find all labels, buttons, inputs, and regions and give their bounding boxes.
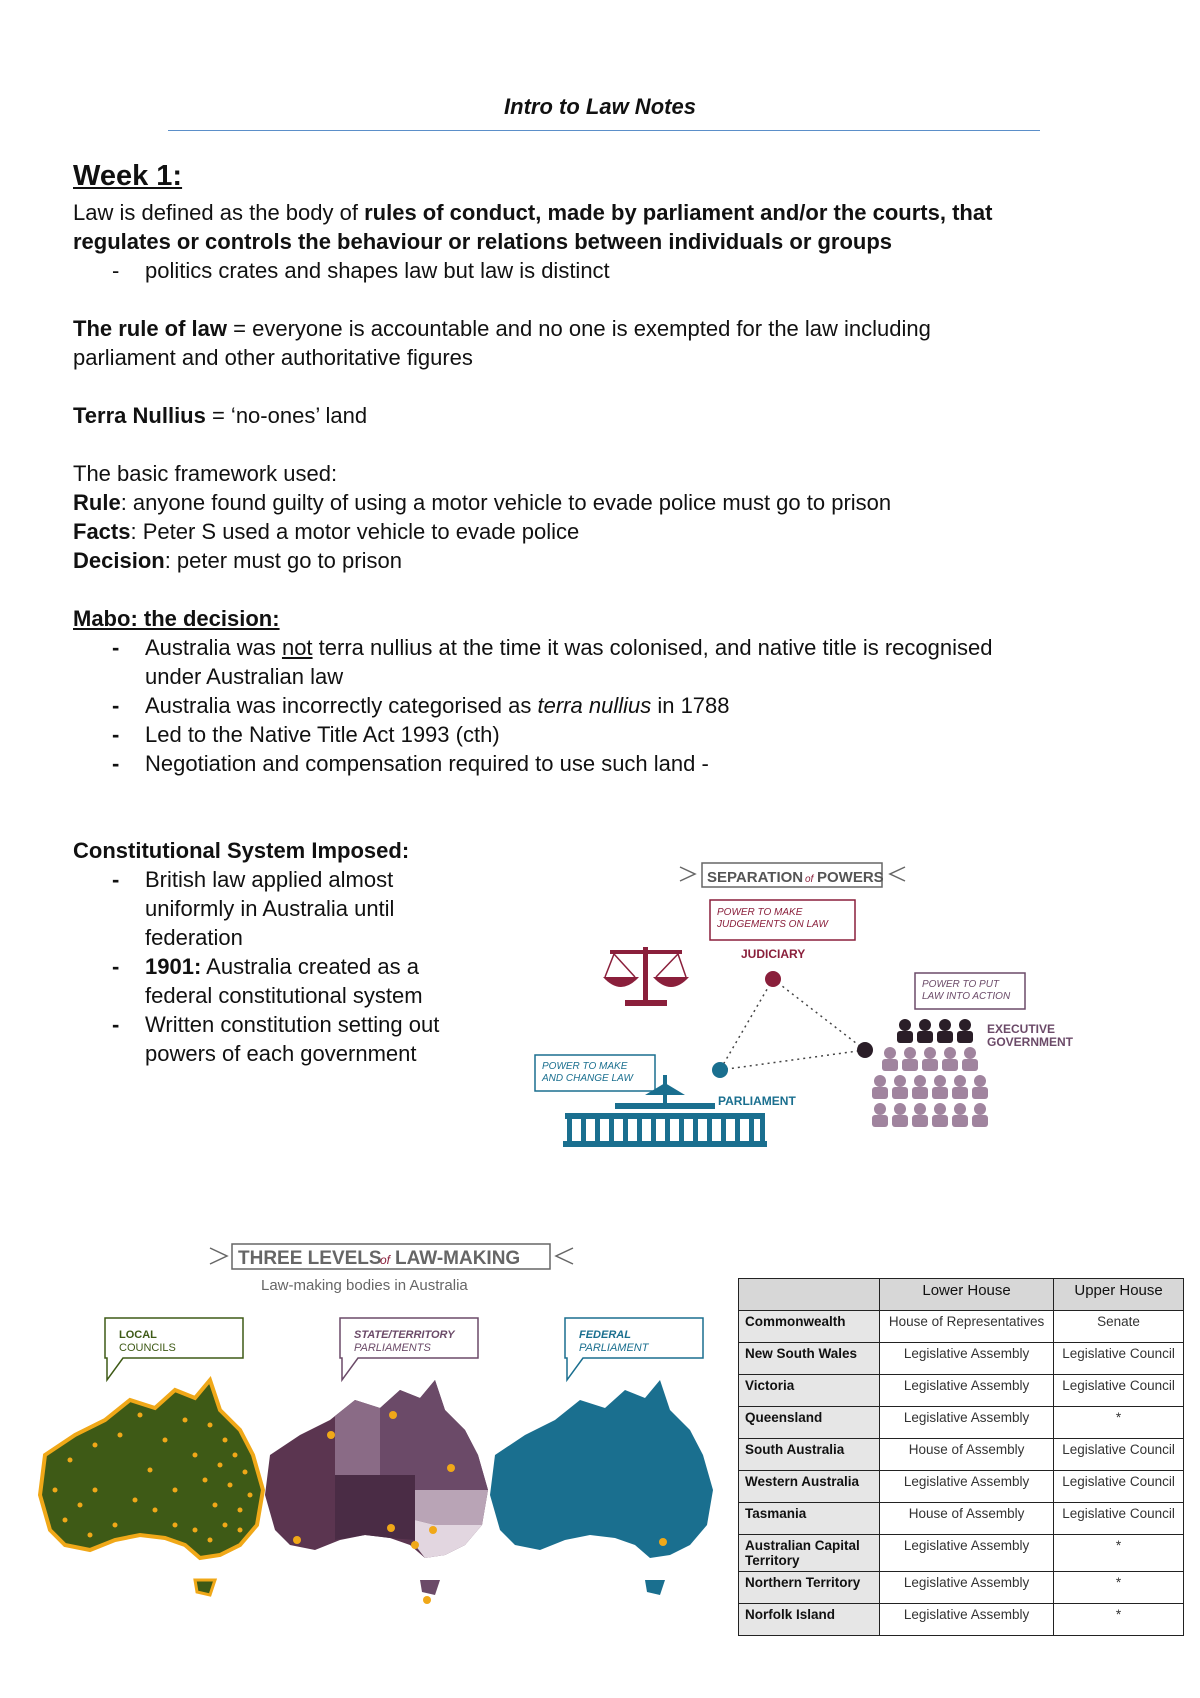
state-label-2: PARLIAMENTS: [354, 1342, 431, 1354]
table-cell-upper-house: *: [1054, 1535, 1184, 1572]
table-cell-upper-house: Legislative Council: [1054, 1375, 1184, 1407]
table-row: [739, 1375, 1184, 1407]
mabo-b2-pre: Australia was incorrectly categorised as: [145, 693, 538, 718]
table-cell-lower-house: Legislative Assembly: [880, 1375, 1054, 1407]
link-judiciary-executive: [773, 979, 865, 1050]
constitution-b2-line-1: Australia created as a: [201, 954, 419, 979]
table-row: [739, 1407, 1184, 1439]
federal-parliament-callout: [565, 1318, 703, 1380]
executive-label-2: GOVERNMENT: [987, 1035, 1074, 1049]
table-cell-jurisdiction: New South Wales: [739, 1343, 880, 1375]
constitution-b2-bold: 1901:: [145, 954, 202, 979]
framework-rule: [73, 488, 891, 517]
mabo-b1-not: not: [281, 635, 313, 660]
table-cell-jurisdiction: Tasmania: [739, 1503, 880, 1535]
parliament-power-1: POWER TO MAKE: [542, 1061, 628, 1072]
definition-line-1: [73, 198, 992, 227]
judiciary-label: JUDICIARY: [741, 947, 806, 961]
constitution-b3-line-1: Written constitution setting out: [145, 1012, 440, 1037]
definition-bullet-text: politics crates and shapes law but law is distinct: [145, 258, 610, 283]
table-cell-jurisdiction: South Australia: [739, 1439, 880, 1471]
table-header: Upper House: [1054, 1279, 1184, 1311]
constitution-b1-line-3: federation: [145, 925, 243, 950]
framework-facts: [73, 517, 579, 546]
table-row: [739, 1572, 1184, 1604]
table-header-row: [739, 1279, 1184, 1311]
table-cell-lower-house: Legislative Assembly: [880, 1604, 1054, 1636]
mabo-bullet-2: - Australia was incorrectly categorised as terra nullius in 1788: [112, 693, 730, 718]
table-cell-lower-house: Legislative Assembly: [880, 1572, 1054, 1604]
framework-decision: [73, 546, 402, 575]
executive-power-1: POWER TO PUT: [922, 979, 1000, 990]
framework-decision-text: : peter must go to prison: [164, 548, 402, 573]
mabo-b3-text: Led to the Native Title Act 1993 (cth): [145, 722, 500, 747]
table-cell-jurisdiction: Norfolk Island: [739, 1604, 880, 1636]
sep-title-end: POWERS: [817, 869, 884, 886]
table-cell-upper-house: *: [1054, 1407, 1184, 1439]
table-cell-upper-house: Legislative Council: [1054, 1343, 1184, 1375]
mabo-b1-post: terra nullius at the time it was colonised, and native title is recognised: [312, 635, 993, 660]
title-chevron-right: [890, 867, 905, 881]
local-label-1: LOCAL: [119, 1329, 157, 1341]
constitution-bullet-1: - British law applied almost uniformly in Australia until federation: [112, 867, 395, 950]
rule-of-law-text: = everyone is accountable and no one is exempted for the law including: [227, 316, 931, 341]
table-cell-upper-house: Senate: [1054, 1311, 1184, 1343]
scales-icon: [603, 947, 689, 1006]
table-row: [739, 1439, 1184, 1471]
mabo-heading: Mabo: the decision:: [73, 606, 280, 631]
table-row: [739, 1503, 1184, 1535]
levels-title-b: LAW-MAKING: [395, 1248, 521, 1269]
link-judiciary-parliament: [720, 979, 773, 1070]
terra-nullius-line: [73, 401, 367, 430]
separation-of-powers-infographic: [515, 855, 1074, 1150]
constitution-b2-line-2: federal constitutional system: [145, 983, 423, 1008]
rule-of-law-line-2: parliament and other authoritative figures: [73, 345, 473, 370]
state-parliaments-map: [265, 1380, 488, 1604]
levels-title-chevron-left: [210, 1248, 227, 1264]
canberra-dot: [659, 1538, 667, 1546]
table-cell-upper-house: Legislative Council: [1054, 1503, 1184, 1535]
federal-parliament-map: [490, 1380, 713, 1595]
title-chevron-left: [680, 867, 695, 881]
table-cell-lower-house: House of Assembly: [880, 1503, 1054, 1535]
table-row: [739, 1535, 1184, 1572]
parliament-label: PARLIAMENT: [718, 1094, 796, 1108]
title-divider: [168, 130, 1040, 131]
sep-title-main: SEPARATION: [707, 869, 804, 886]
framework-rule-text: : anyone found guilty of using a motor vehicle to evade police must go to prison: [120, 490, 892, 515]
framework-facts-label: Facts: [73, 519, 131, 544]
terra-nullius-label: Terra Nullius: [73, 403, 206, 428]
table-row: [739, 1311, 1184, 1343]
levels-title-a: THREE LEVELS: [238, 1248, 382, 1269]
framework-decision-label: Decision: [73, 548, 165, 573]
executive-dot: [857, 1042, 873, 1058]
definition-line-2: regulates or controls the behaviour or relations between individuals or groups: [73, 229, 893, 254]
framework-rule-label: Rule: [73, 490, 121, 515]
local-councils-map: [40, 1380, 263, 1595]
table-row: [739, 1343, 1184, 1375]
federal-label-1: FEDERAL: [579, 1329, 631, 1341]
definition-bullet: - politics crates and shapes law but law is distinct: [112, 258, 610, 283]
judiciary-dot: [765, 971, 781, 987]
levels-title-chevron-right: [556, 1248, 573, 1264]
table-cell-jurisdiction: Commonwealth: [739, 1311, 880, 1343]
mabo-b2-post: in 1788: [651, 693, 730, 718]
parliament-dot: [712, 1062, 728, 1078]
mabo-b1-pre: Australia was: [145, 635, 282, 660]
table-cell-lower-house: Legislative Assembly: [880, 1535, 1054, 1572]
executive-power-2: LAW INTO ACTION: [922, 991, 1011, 1002]
constitution-b1-line-1: British law applied almost: [145, 867, 394, 892]
three-levels-infographic: [35, 1240, 730, 1625]
sep-title-of: of: [805, 874, 814, 885]
table-cell-jurisdiction: Queensland: [739, 1407, 880, 1439]
table-header: [739, 1279, 880, 1311]
judiciary-power-1: POWER TO MAKE: [717, 907, 803, 918]
table-cell-lower-house: House of Representatives: [880, 1311, 1054, 1343]
link-parliament-executive: [720, 1050, 865, 1070]
local-councils-callout: [105, 1318, 243, 1380]
parliament-power-2: AND CHANGE LAW: [542, 1073, 633, 1084]
local-label-2: COUNCILS: [119, 1342, 176, 1354]
state-label-1: STATE/TERRITORY: [354, 1329, 455, 1341]
document-title: Intro to Law Notes: [504, 94, 696, 119]
table-cell-jurisdiction: Western Australia: [739, 1471, 880, 1503]
table-cell-upper-house: *: [1054, 1572, 1184, 1604]
executive-label-1: EXECUTIVE: [987, 1022, 1056, 1036]
mabo-bullet-4: - Negotiation and compensation required to use such land -: [112, 751, 709, 776]
framework-facts-text: : Peter S used a motor vehicle to evade police: [130, 519, 580, 544]
terra-nullius-text: = ‘no-ones’ land: [205, 403, 368, 428]
table-cell-jurisdiction: Northern Territory: [739, 1572, 880, 1604]
table-row: [739, 1471, 1184, 1503]
mabo-b4-text: Negotiation and compensation required to use such land -: [145, 751, 709, 776]
week-heading: Week 1:: [73, 160, 183, 192]
definition-prefix: Law is defined as the body of: [73, 200, 365, 225]
framework-intro: The basic framework used:: [73, 461, 338, 486]
mabo-bullet-3: - Led to the Native Title Act 1993 (cth): [112, 722, 500, 747]
judiciary-power-2: JUDGEMENTS ON LAW: [717, 919, 828, 930]
rule-of-law-line-1: [73, 314, 931, 343]
table-cell-upper-house: Legislative Council: [1054, 1439, 1184, 1471]
rule-of-law-label: The rule of law: [73, 316, 228, 341]
constitution-heading: Constitutional System Imposed:: [73, 838, 410, 863]
constitution-b1-line-2: uniformly in Australia until: [145, 896, 395, 921]
mabo-b2-italic: terra nullius: [537, 693, 652, 718]
houses-table: [738, 1278, 1184, 1636]
table-cell-upper-house: Legislative Council: [1054, 1471, 1184, 1503]
table-cell-lower-house: House of Assembly: [880, 1439, 1054, 1471]
table-row: [739, 1604, 1184, 1636]
table-cell-jurisdiction: Victoria: [739, 1375, 880, 1407]
constitution-bullet-2: - 1901: Australia created as a federal constitutional system: [112, 954, 423, 1008]
state-parliaments-callout: [340, 1318, 478, 1380]
table-cell-lower-house: Legislative Assembly: [880, 1471, 1054, 1503]
table-cell-jurisdiction: Australian Capital Territory: [739, 1535, 880, 1572]
constitution-bullet-3: - Written constitution setting out powers of each government: [112, 1012, 440, 1066]
executive-people-icon: [872, 1019, 988, 1127]
federal-label-2: PARLIAMENT: [579, 1342, 649, 1354]
levels-subtitle: Law-making bodies in Australia: [261, 1277, 468, 1294]
table-cell-lower-house: Legislative Assembly: [880, 1343, 1054, 1375]
table-cell-upper-house: *: [1054, 1604, 1184, 1636]
table-cell-lower-house: Legislative Assembly: [880, 1407, 1054, 1439]
mabo-bullet-1-cont: under Australian law: [145, 664, 344, 689]
definition-bold-1: rules of conduct, made by parliament and/or the courts, that: [364, 200, 993, 225]
table-header: Lower House: [880, 1279, 1054, 1311]
constitution-b3-line-2: powers of each government: [145, 1041, 417, 1066]
levels-title-of: of: [380, 1253, 391, 1267]
mabo-bullet-1: - Australia was not terra nullius at the time it was colonised, and native title is recognised: [112, 635, 993, 660]
